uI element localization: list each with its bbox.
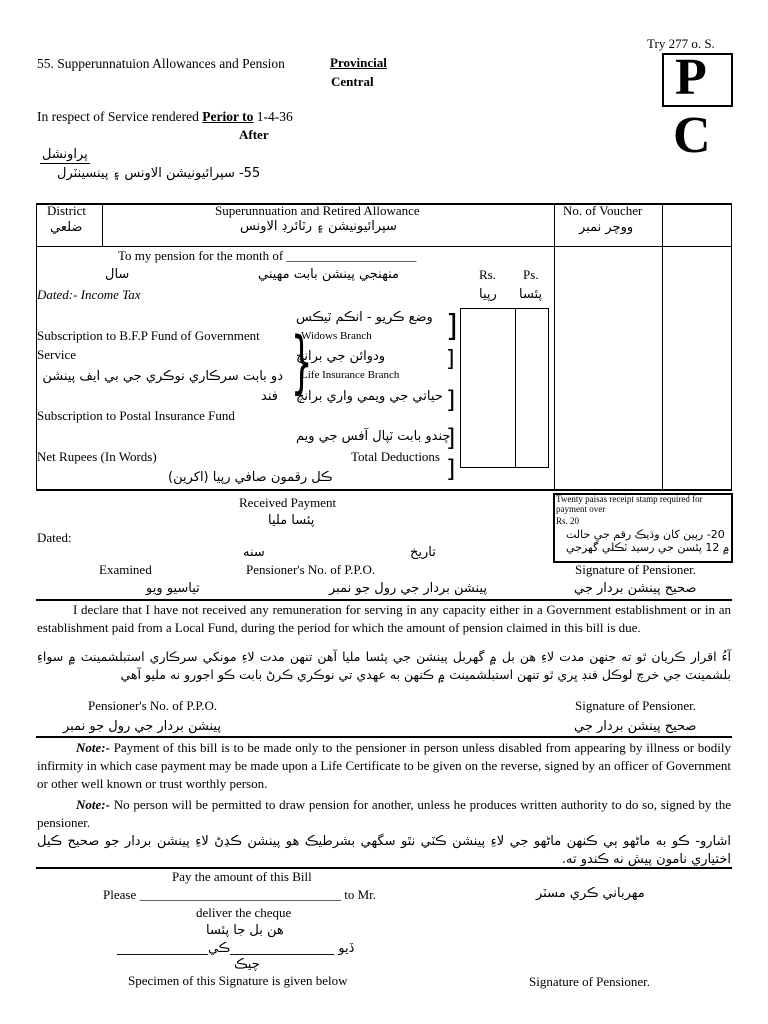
pc-letter-p: P <box>675 49 707 106</box>
bfp-line-1: Subscription to B.F.P Fund of Government <box>37 328 260 343</box>
sal-urdu: سال <box>105 267 130 282</box>
note-1 <box>37 739 731 793</box>
total-deductions: Total Deductions <box>351 449 440 464</box>
please-urdu: مهرباني ڪري مسٽر <box>536 886 645 901</box>
deyo-urdu: ڏيو ________________ڪي______________ <box>117 941 355 956</box>
postal-fund: Subscription to Postal Insurance Fund <box>37 408 235 423</box>
brace-icon: ] <box>446 386 456 414</box>
urdu-provincial: پراونشل <box>42 147 88 162</box>
dated-label: Dated: <box>37 530 72 545</box>
declaration-ppo-urdu: پينشن بردار جي رول جو نمبر <box>63 719 221 734</box>
district-divider <box>102 203 103 247</box>
ppo-urdu: پينشن بردار جي رول جو نمبر <box>329 581 487 596</box>
received-payment-urdu: پئسا مليا <box>268 513 315 528</box>
perior-to-label: Perior to <box>202 109 254 124</box>
body-bottom-rule <box>36 489 732 491</box>
note-2 <box>37 796 731 832</box>
form-title: 55. Supperunnatuion Allowances and Pension <box>37 56 285 71</box>
net-total-urdu: ڪل رقمون صافي رپيا (اکرين) <box>168 470 333 485</box>
bill-money-urdu: هن بل جا پئسا <box>206 923 284 938</box>
voucher-right-divider <box>662 203 663 490</box>
income-tax-urdu: وضع ڪريو - انڪم ٽيڪس <box>296 310 433 325</box>
stamp-note-urdu-2: ۾ 12 پئسن جي رسيد ٽڪلي گهرجي <box>566 541 730 554</box>
declaration-ppo-label: Pensioner's No. of P.P.O. <box>88 698 218 713</box>
stamp-note: Twenty paisas receipt stamp required for payment over <box>556 494 703 514</box>
district-header: District <box>47 203 86 218</box>
respect-prefix: In respect of Service rendered <box>37 109 199 124</box>
signature-urdu: صحيح پينشن بردار جي <box>574 581 697 596</box>
specimen-label: Specimen of this Signature is given below <box>128 973 348 988</box>
note-label: Note:- <box>76 797 110 812</box>
brace-icon: ] <box>446 424 456 452</box>
central-label: Central <box>331 74 374 89</box>
pension-month-urdu: منهنجي پينشن بابت مهيني <box>258 267 399 282</box>
bfp-urdu-2: فند <box>261 389 278 404</box>
examined-label: Examined <box>99 562 152 577</box>
pension-month-line: To my pension for the month of ____________________ <box>118 248 417 263</box>
allowance-header-urdu: سپرائيونيشن ۽ رٽائرڊ الاونس <box>240 219 397 234</box>
form-reference: Try 277 o. S. <box>647 36 715 51</box>
amount-box <box>460 308 549 468</box>
pay-amount-label: Pay the amount of this Bill <box>172 869 312 884</box>
respect-line <box>37 109 293 125</box>
table-header-rule <box>36 246 732 247</box>
life-insurance-branch: Life Insurance Branch <box>301 369 400 381</box>
declaration-signature-label: Signature of Pensioner. <box>575 698 696 713</box>
rupees-header-urdu: رپيا <box>479 287 497 302</box>
voucher-header-urdu: ووچر نمبر <box>579 220 634 235</box>
table-left-border <box>36 203 37 247</box>
stamp-note-urdu-1: 20- رپين کان وڌيڪ رقم جي حالت <box>566 528 725 541</box>
provincial-label: Provincial <box>330 55 387 70</box>
allowance-header: Superunnuation and Retired Allowance <box>215 203 420 218</box>
widows-branch-urdu: ودوائن جي برانچ <box>296 349 386 364</box>
urdu-title: 55- سپرائيونيشن الاونس ۽ پينسينٽرل <box>57 166 261 181</box>
after-label: After <box>239 127 269 142</box>
bfp-urdu-1: دو بابت سرڪاري نوڪري جي بي ايف پينشن <box>42 370 283 384</box>
final-signature-label: Signature of Pensioner. <box>529 974 650 989</box>
examined-urdu: تياسيو ويو <box>146 581 200 596</box>
voucher-header: No. of Voucher <box>563 203 643 218</box>
please-line: Please _______________________________ to Mr. <box>103 887 376 902</box>
brace-icon: ] <box>446 455 456 483</box>
brace-icon: ] <box>446 347 455 372</box>
net-rupees: Net Rupees (In Words) <box>37 449 157 464</box>
brace-icon: ] <box>446 309 458 344</box>
cheque-urdu: چيڪ <box>234 957 260 972</box>
tareekh-urdu: تاريخ <box>410 545 436 560</box>
deliver-cheque: deliver the cheque <box>196 905 292 920</box>
declaration-bottom-rule <box>36 736 732 738</box>
note-urdu: اشارو- ڪو به ماڻهو ٻي ڪنهن ماڻهو جي لاءِ پينشن ڪٽي نٿو سگهي بشرطيڪ هو پينشن ڪڍڻ لاءِ پينشن بردار جو صحيح ڪيل اختياري نامون پيش نه ڪندو ته. <box>37 834 731 867</box>
table-right-border <box>731 203 732 490</box>
ppo-label: Pensioner's No. of P.P.O. <box>246 562 376 577</box>
amount-box-divider <box>515 309 516 467</box>
signature-label: Signature of Pensioner. <box>575 562 696 577</box>
stamp-amount: Rs. 20 <box>556 516 580 526</box>
voucher-left-divider <box>554 203 555 490</box>
postal-fund-urdu: چندو بابت ٽپال آفس جي ويم <box>296 429 451 444</box>
district-header-urdu: ضلعي <box>50 220 83 235</box>
paisa-header: Ps. <box>523 267 539 282</box>
note-label: Note:- <box>76 740 110 755</box>
declaration-text: I declare that I have not received any remuneration for serving in any capacity either in a Government establishment or in an establishment paid from a Local Fund, during the period for which the amount of pension claimed in this bill is due. <box>37 602 731 635</box>
dated-income-tax: Dated:- Income Tax <box>37 287 141 302</box>
declaration-signature-urdu: صحيح پينشن بردار جي <box>574 719 697 734</box>
widows-branch: Widows Branch <box>301 330 372 342</box>
life-insurance-urdu: حياتي جي ويمي واري برانچ <box>296 389 443 404</box>
note-2-text: No person will be permitted to draw pension for another, unless he produces written authority to do so, signed by the pensioner. <box>37 797 732 830</box>
paisa-header-urdu: پئسا <box>519 287 543 302</box>
rupees-header: Rs. <box>479 267 496 282</box>
notes-bottom-rule <box>36 867 732 869</box>
declaration-urdu: آءُ اقرار ڪريان ٿو ته جنهن مدت لاءِ هن بل ۾ گهربل پينشن جي پئسا مليا آهن تنهن مدت لاءِ مونکي سرڪاري استبلشمينٽ ۾ سواءِ بلشمينٽ جي خرچ لوڪل فنڊ ڀري ٿو تنهن استبلشمينٽ ۾ ڪنهن به عهدي تي نوڪري ڪرڻ بابت ڪو اجورو نه مليو آهي <box>37 649 731 682</box>
brace-icon: } <box>290 323 313 402</box>
received-payment: Received Payment <box>239 495 337 510</box>
cutoff-date: 1-4-36 <box>256 109 293 124</box>
pc-letter-c: C <box>673 107 711 164</box>
bfp-line-2: Service <box>37 347 76 362</box>
sanah-urdu: سنه <box>243 545 265 560</box>
note-1-text: Payment of this bill is to be made only to the pensioner in person unless disabled from appearing by illness or bodily infirmity in which case payment may be made upon a Life Certificate to be given on the reverse, signed by an officer of Government or other well known or trust worthly person. <box>37 740 731 791</box>
